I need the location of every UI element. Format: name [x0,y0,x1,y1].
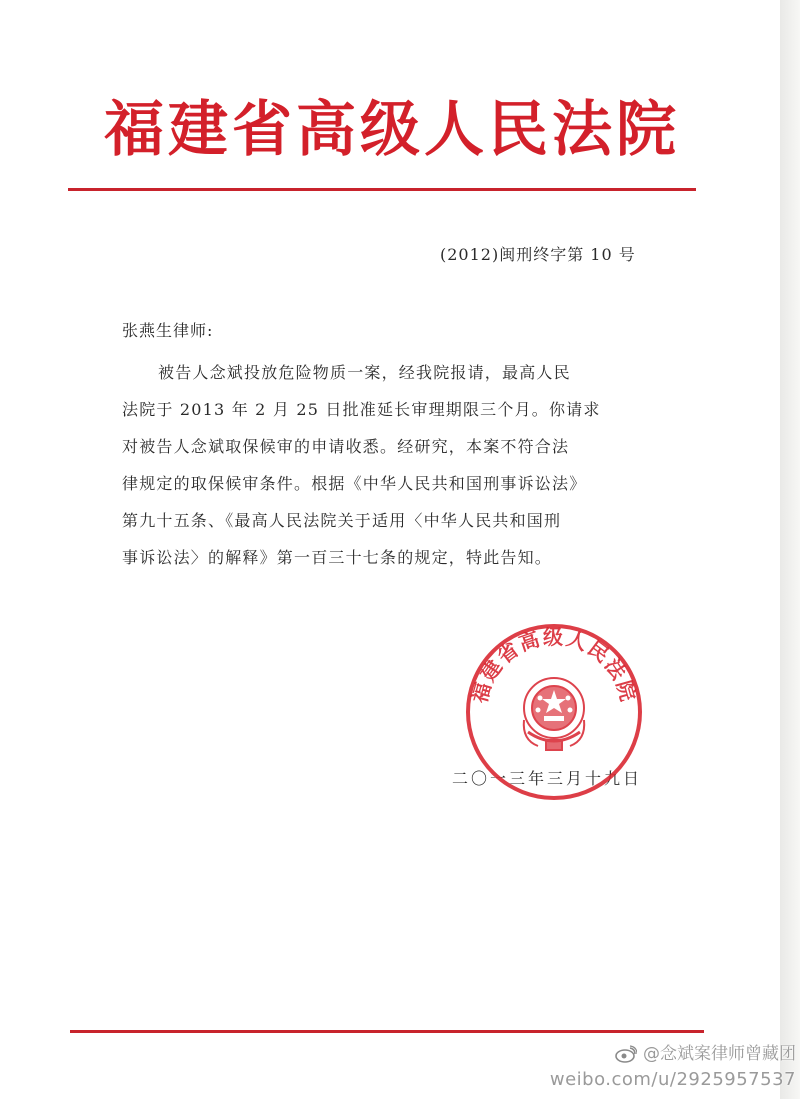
official-court-seal [462,620,646,804]
issue-date: 二〇一三年三月十九日 [452,769,643,788]
body-line: 第九十五条、《最高人民法院关于适用〈中华人民共和国刑 [122,511,562,530]
court-letterhead-title: 福建省高级人民法院 [104,95,680,165]
footer-red-rule [70,1030,704,1033]
svg-text:福建省高级人民法院: 福建省高级人民法院 [467,625,641,706]
scan-edge-shadow [780,0,800,1099]
body-line: 对被告人念斌取保候审的申请收悉。经研究，本案不符合法 [122,437,570,456]
watermark-account-row [526,1041,796,1067]
watermark-url: weibo.com/u/2925957537 [549,1069,796,1090]
watermark-account: @念斌案律师曾藏团 [643,1044,796,1064]
body-line: 法院于 2013 年 2 月 25 日批准延长审理期限三个月。你请求 [122,400,601,419]
letterhead-red-rule [68,188,696,191]
body-line: 被告人念斌投放危险物质一案，经我院报请，最高人民 [158,363,571,382]
weibo-icon [615,1045,637,1063]
body-line: 事诉讼法〉的解释》第一百三十七条的规定，特此告知。 [122,548,553,567]
body-line: 律规定的取保候审条件。根据《中华人民共和国刑事诉讼法》 [122,474,587,493]
salutation: 张燕生律师: [122,321,214,340]
letter-body [122,354,682,576]
weibo-watermark [526,1041,796,1093]
document-number: (2012)闽刑终字第 10 号 [440,245,636,264]
